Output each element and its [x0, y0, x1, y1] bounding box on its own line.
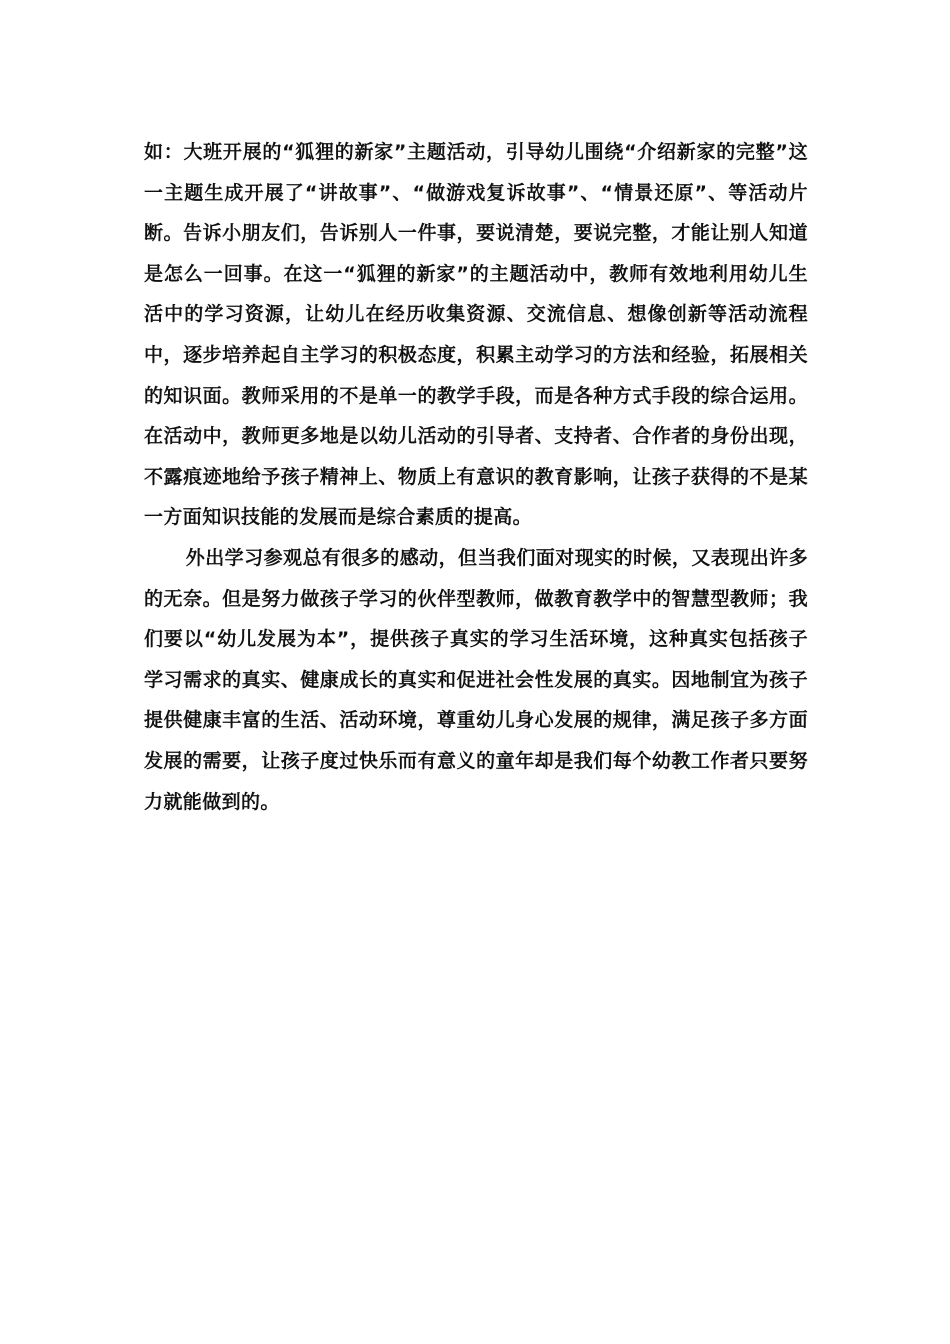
paragraph-2: 外出学习参观总有很多的感动，但当我们面对现实的时候，又表现出许多的无奈。但是努力做孩子学习的伙伴型教师，做教育教学中的智慧型教师；我们要以“幼儿发展为本”，提供孩子真实的学习生活环境，这种真实包括孩子学习需求的真实、健康成长的真实和促进社会性发展的真实。因地制宜为孩子提供健康丰富的生活、活动环境，尊重幼儿身心发展的规律，满足孩子多方面发展的需要，让孩子度过快乐而有意义的童年却是我们每个幼教工作者只要努力就能做到的。 [144, 546, 808, 813]
body-text [144, 132, 808, 822]
paragraph-1: 如：大班开展的“狐狸的新家”主题活动，引导幼儿围绕“介绍新家的完整”这一主题生成开展了“讲故事”、“做游戏复诉故事”、“情景还原”、等活动片断。告诉小朋友们，告诉别人一件事，要说清楚，要说完整，才能让别人知道是怎么一回事。在这一“狐狸的新家”的主题活动中，教师有效地利用幼儿生活中的学习资源，让幼儿在经历收集资源、交流信息、想像创新等活动流程中，逐步培养起自主学习的积极态度，积累主动学习的方法和经验，拓展相关的知识面。教师采用的不是单一的教学手段，而是各种方式手段的综合运用。在活动中，教师更多地是以幼儿活动的引导者、支持者、合作者的身份出现，不露痕迹地给予孩子精神上、物质上有意识的教育影响，让孩子获得的不是某一方面知识技能的发展而是综合素质的提高。 [144, 141, 808, 529]
